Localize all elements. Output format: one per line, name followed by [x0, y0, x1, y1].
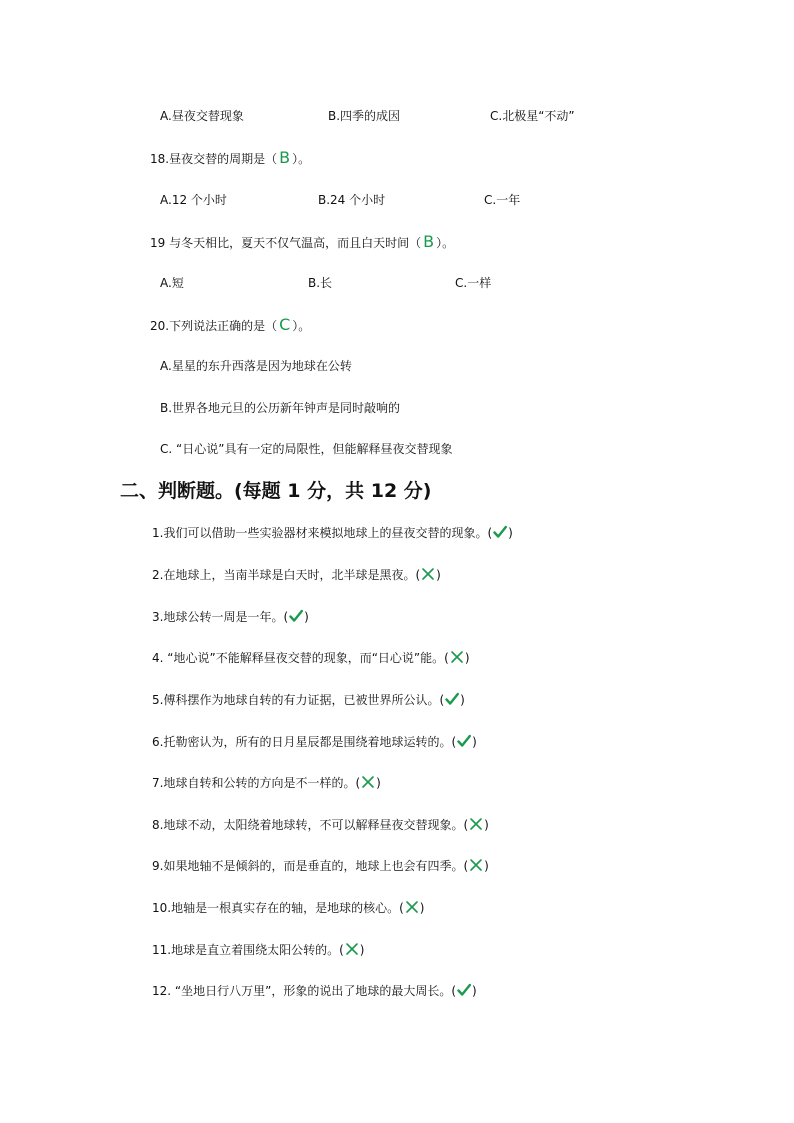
cross-mark-icon	[469, 817, 483, 831]
judgment-close: )	[484, 859, 489, 873]
check-mark-icon	[493, 525, 507, 539]
judgment-item	[152, 650, 470, 666]
judgment-text: 7.地球自转和公转的方向是不一样的。(	[152, 776, 361, 790]
q17-option-b: B.四季的成因	[328, 109, 401, 123]
cross-mark-icon	[421, 567, 435, 581]
check-mark-icon	[289, 609, 303, 623]
judgment-item	[152, 983, 477, 999]
judgment-text: 9.如果地轴不是倾斜的，而是垂直的，地球上也会有四季。(	[152, 859, 469, 873]
judgment-close: )	[376, 776, 381, 790]
q19-stem	[150, 234, 454, 251]
q18-stem-close: ）。	[292, 152, 311, 166]
judgment-text: 5.傅科摆作为地球自转的有力证据，已被世界所公认。(	[152, 693, 445, 707]
q19-answer: B	[423, 232, 435, 251]
check-mark-icon	[457, 983, 471, 997]
judgment-text: 10.地轴是一根真实存在的轴，是地球的核心。(	[152, 901, 404, 915]
cross-mark-icon	[405, 900, 419, 914]
judgment-close: )	[460, 693, 465, 707]
judgment-item	[152, 817, 489, 833]
check-mark-icon	[457, 734, 471, 748]
judgment-close: )	[304, 610, 309, 624]
q18-stem	[150, 150, 310, 167]
q18-option-c: C.一年	[484, 193, 521, 207]
q20-stem-text: 20.下列说法正确的是（	[150, 319, 278, 333]
judgment-text: 4. “地心说”不能解释昼夜交替的现象，而“日心说”能。(	[152, 651, 449, 665]
judgment-close: )	[472, 735, 477, 749]
judgment-text: 6.托勒密认为，所有的日月星辰都是围绕着地球运转的。(	[152, 735, 457, 749]
judgment-text: 1.我们可以借助一些实验器材来模拟地球上的昼夜交替的现象。(	[152, 526, 493, 540]
judgment-close: )	[436, 568, 441, 582]
cross-mark-icon	[450, 650, 464, 664]
q19-option-a: A.短	[160, 276, 184, 290]
judgment-close: )	[419, 901, 425, 915]
judgment-item	[152, 734, 477, 750]
cross-mark-icon	[361, 775, 375, 789]
judgment-close: )	[508, 526, 513, 540]
q20-option-a: A.星星的东升西落是因为地球在公转	[160, 359, 352, 373]
q19-option-b: B.长	[308, 276, 333, 290]
q19-option-c: C.一样	[455, 276, 492, 290]
cross-mark-icon	[345, 942, 359, 956]
judgment-text: 2.在地球上，当南半球是白天时，北半球是黑夜。(	[152, 568, 421, 582]
judgment-text: 12. “坐地日行八万里”，形象的说出了地球的最大周长。(	[152, 984, 457, 998]
q20-option-c: C. “日心说”具有一定的局限性，但能解释昼夜交替现象	[160, 442, 453, 456]
judgment-text: 11.地球是直立着围绕太阳公转的。(	[152, 943, 344, 957]
q19-stem-text: 19 与冬天相比，夏天不仅气温高，而且白天时间（	[150, 236, 422, 250]
check-mark-icon	[445, 692, 459, 706]
q19-stem-close: ）。	[436, 236, 455, 250]
section-heading: 二、判断题。(每题 1 分，共 12 分)	[120, 480, 432, 502]
judgment-item	[152, 942, 364, 958]
judgment-close: )	[472, 984, 477, 998]
judgment-item	[152, 525, 513, 541]
q17-option-a: A.昼夜交替现象	[160, 109, 244, 123]
q20-stem	[150, 317, 310, 334]
q20-answer: C	[279, 315, 291, 334]
q18-option-a: A.12 个小时	[160, 193, 227, 207]
judgment-close: )	[464, 651, 470, 665]
q20-stem-close: ）。	[292, 319, 311, 333]
judgment-close: )	[484, 818, 489, 832]
judgment-item	[152, 775, 381, 791]
q18-answer: B	[279, 148, 291, 167]
judgment-item	[152, 858, 489, 874]
judgment-text: 3.地球公转一周是一年。(	[152, 610, 289, 624]
q18-option-b: B.24 个小时	[318, 193, 386, 207]
judgment-text: 8.地球不动，太阳绕着地球转，不可以解释昼夜交替现象。(	[152, 818, 469, 832]
judgment-item	[152, 692, 465, 708]
judgment-item	[152, 900, 424, 916]
q20-option-b: B.世界各地元旦的公历新年钟声是同时敲响的	[160, 401, 401, 415]
judgment-item	[152, 609, 309, 625]
judgment-item	[152, 567, 441, 583]
q17-option-c: C.北极星“不动”	[490, 109, 575, 123]
q18-stem-text: 18.昼夜交替的周期是（	[150, 152, 278, 166]
cross-mark-icon	[469, 858, 483, 872]
judgment-close: )	[359, 943, 365, 957]
